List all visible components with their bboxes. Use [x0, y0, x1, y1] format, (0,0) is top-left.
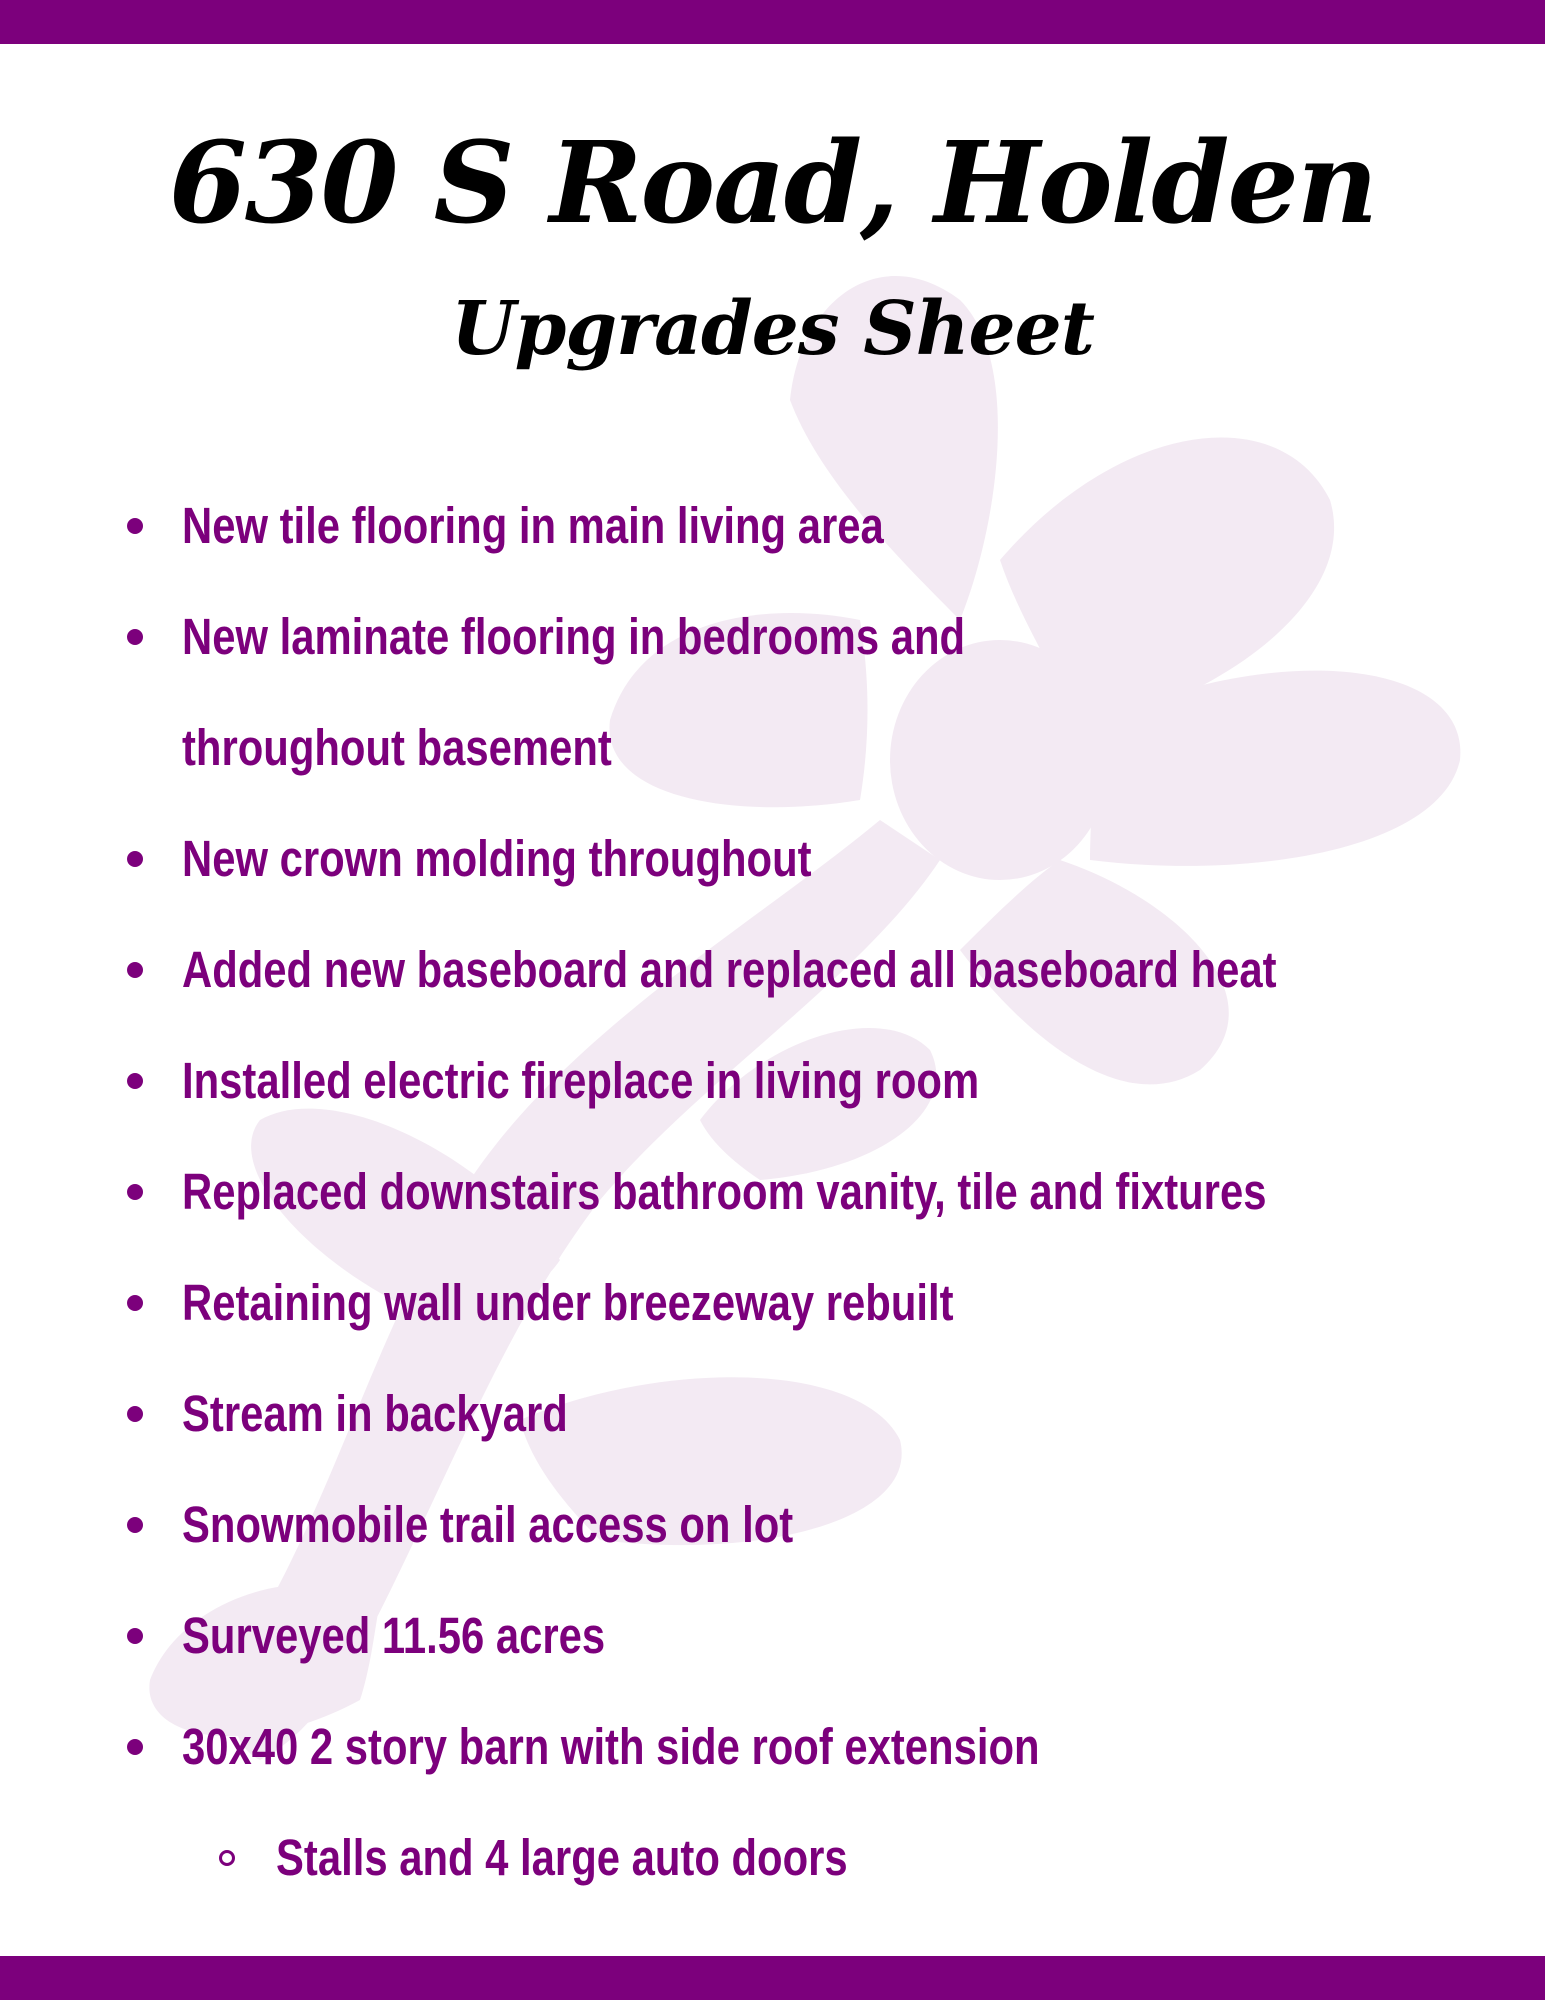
list-item: [0, 803, 1545, 914]
hollow-bullet-icon: [219, 1850, 235, 1866]
bottom-border-bar: [0, 1956, 1545, 2000]
list-item-text: Surveyed 11.56 acres: [182, 1607, 606, 1664]
list-item: [0, 1469, 1545, 1580]
list-item-text: 30x40 2 story barn with side roof extension: [182, 1718, 1040, 1775]
upgrades-list: [0, 470, 1545, 1913]
list-item: [0, 581, 1545, 803]
bullet-icon: [127, 962, 143, 978]
bullet-icon: [127, 1628, 143, 1644]
list-item: [0, 914, 1545, 1025]
list-item-text: Added new baseboard and replaced all baseboard heat: [182, 941, 1277, 998]
page-subtitle: Upgrades Sheet: [451, 286, 1094, 372]
list-item: [0, 1580, 1545, 1691]
list-item-text: New tile flooring in main living area: [182, 497, 884, 554]
list-item-text: Retaining wall under breezeway rebuilt: [182, 1274, 954, 1331]
list-item: [0, 1691, 1545, 1802]
list-item-text: Replaced downstairs bathroom vanity, tile and fixtures: [182, 1163, 1267, 1220]
list-item-text: Stream in backyard: [182, 1385, 568, 1442]
list-item-text: New laminate flooring in bedrooms and throughout basement: [182, 608, 966, 776]
bullet-icon: [127, 1073, 143, 1089]
bullet-icon: [127, 851, 143, 867]
list-item-text: Installed electric fireplace in living room: [182, 1052, 980, 1109]
list-item-text: Snowmobile trail access on lot: [182, 1496, 794, 1553]
sub-list-item: [0, 1802, 1545, 1913]
bullet-icon: [127, 1184, 143, 1200]
page-title: 630 S Road, Holden: [168, 118, 1377, 249]
bullet-icon: [127, 1406, 143, 1422]
bullet-icon: [127, 629, 143, 645]
bullet-icon: [127, 518, 143, 534]
bullet-icon: [127, 1517, 143, 1533]
bullet-icon: [127, 1295, 143, 1311]
list-item-text: New crown molding throughout: [182, 830, 812, 887]
list-item: [0, 1358, 1545, 1469]
bullet-icon: [127, 1739, 143, 1755]
list-item: [0, 1025, 1545, 1136]
list-item: [0, 1247, 1545, 1358]
list-item: [0, 1136, 1545, 1247]
list-item-text: Stalls and 4 large auto doors: [276, 1829, 848, 1886]
list-item: [0, 470, 1545, 581]
